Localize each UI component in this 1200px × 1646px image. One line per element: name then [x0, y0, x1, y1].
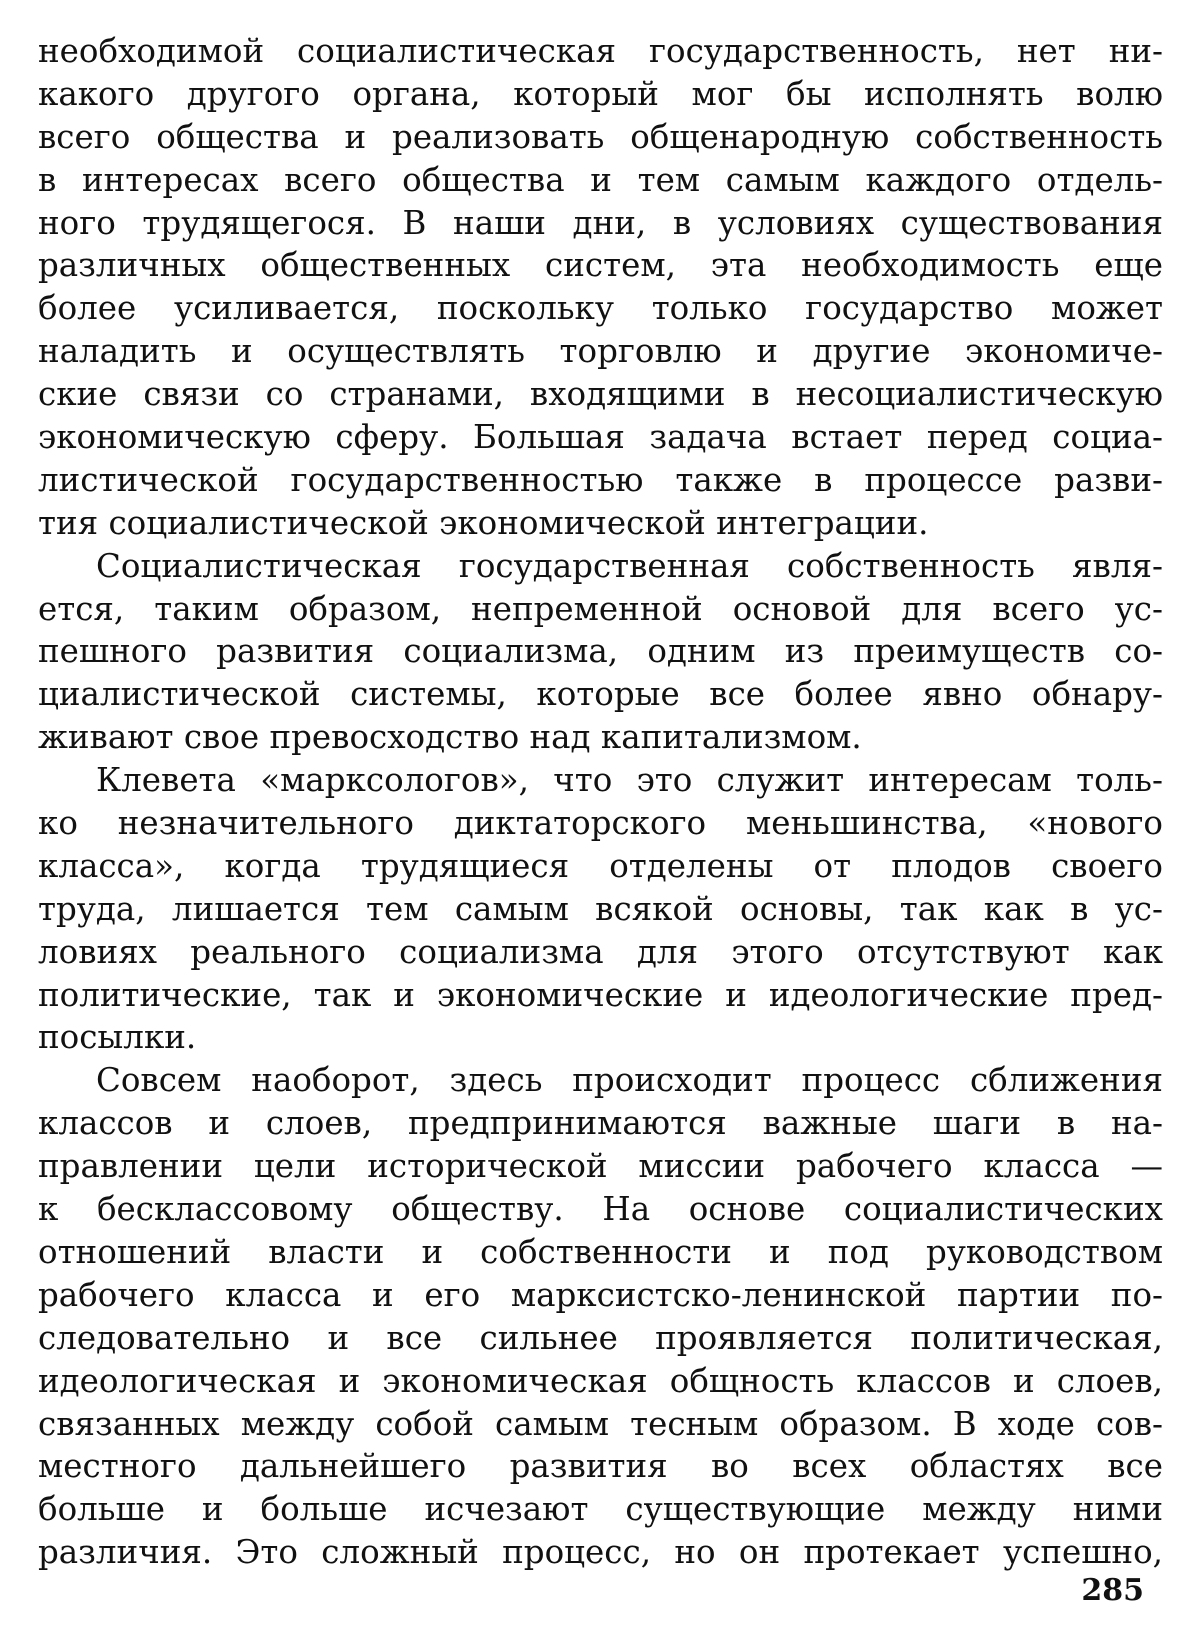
text-line: связанных между собой самым тесным образом. В ходе сов- — [38, 1404, 1163, 1443]
paragraph-2 — [38, 545, 1163, 759]
text-line: класса», когда трудящиеся отделены от плодов своего — [38, 846, 1163, 885]
paragraph-3 — [38, 759, 1163, 1059]
text-line: различных общественных систем, эта необходимость еще — [38, 246, 1163, 285]
text-line: циалистической системы, которые все более явно обнару- — [38, 675, 1163, 714]
text-line: отношений власти и собственности и под руководством — [38, 1232, 1163, 1271]
text-line: правлении цели исторической миссии рабочего класса — — [38, 1147, 1163, 1186]
text-line: ские связи со странами, входящими в несоциалистическую — [38, 375, 1163, 414]
text-line: необходимой социалистическая государственность, нет ни- — [38, 32, 1163, 70]
text-line: посылки. — [38, 1018, 197, 1057]
text-line: в интересах всего общества и тем самым каждого отдель- — [38, 160, 1163, 199]
text-line: ловиях реального социализма для этого отсутствуют как — [38, 932, 1163, 971]
text-line: местного дальнейшего развития во всех областях все — [38, 1447, 1163, 1486]
text-line: тия социалистической экономической интеграции. — [38, 503, 929, 542]
text-line: ного трудящегося. В наши дни, в условиях существования — [38, 203, 1163, 242]
page-number: 285 — [1081, 1573, 1144, 1608]
text-line: различия. Это сложный процесс, но он протекает успешно, — [38, 1533, 1163, 1572]
text-line: всего общества и реализовать общенародную собственность — [38, 117, 1163, 156]
text-line: классов и слоев, предпринимаются важные шаги в на- — [38, 1104, 1163, 1143]
text-line: Социалистическая государственная собственность явля- — [96, 546, 1163, 585]
text-line: идеологическая и экономическая общность классов и слоев, — [38, 1361, 1163, 1400]
paragraph-4 — [38, 1059, 1163, 1574]
text-line: труда, лишается тем самым всякой основы, так как в ус- — [38, 889, 1163, 928]
text-line: листической государственностью также в процессе разви- — [38, 460, 1163, 499]
text-line: ко незначительного диктаторского меньшинства, «нового — [38, 804, 1163, 843]
text-line: следовательно и все сильнее проявляется политическая, — [38, 1318, 1163, 1357]
text-line: Совсем наоборот, здесь происходит процесс сближения — [96, 1061, 1163, 1100]
text-line: пешного развития социализма, одним из преимуществ со- — [38, 632, 1163, 671]
text-line: живают свое превосходство над капитализмом. — [38, 718, 862, 757]
text-line: экономическую сферу. Большая задача встает перед социа- — [38, 418, 1163, 457]
page-text — [38, 30, 1163, 1574]
text-line: какого другого органа, который мог бы исполнять волю — [38, 74, 1163, 113]
text-line: ется, таким образом, непременной основой для всего ус- — [38, 589, 1163, 628]
text-line: политические, так и экономические и идеологические пред- — [38, 975, 1163, 1014]
text-line: более усиливается, поскольку только государство может — [38, 289, 1163, 328]
text-line: наладить и осуществлять торговлю и другие экономиче- — [38, 332, 1163, 371]
text-line: рабочего класса и его марксистско-ленинской партии по- — [38, 1275, 1163, 1314]
text-line: Клевета «марксологов», что это служит интересам толь- — [96, 761, 1163, 800]
paragraph-1 — [38, 30, 1163, 545]
text-line: больше и больше исчезают существующие между ними — [38, 1490, 1163, 1529]
text-line: к бесклассовому обществу. На основе социалистических — [38, 1190, 1163, 1229]
